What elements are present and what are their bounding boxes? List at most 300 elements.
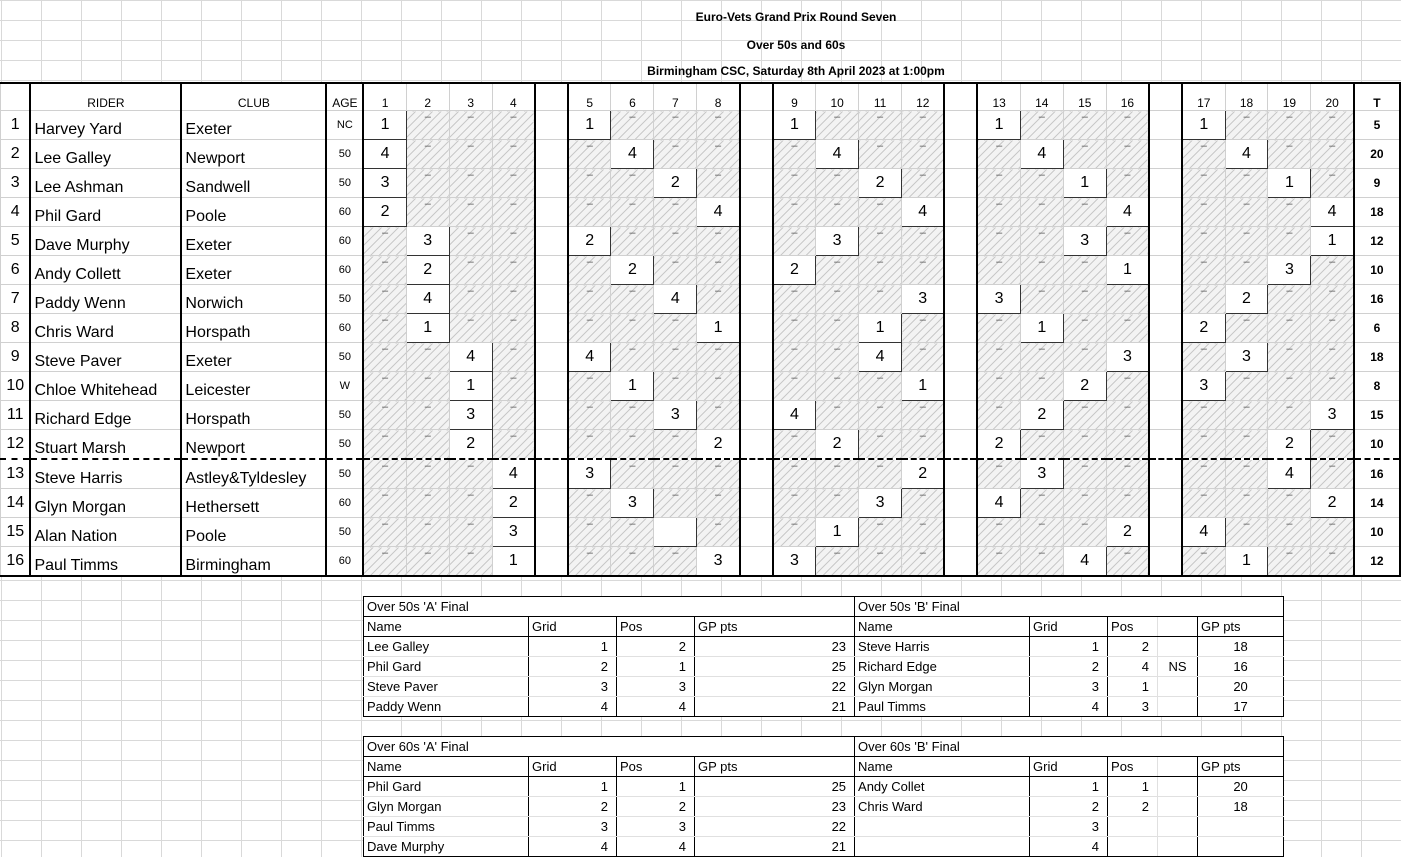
heat-empty: –: [363, 372, 406, 401]
heat-empty: –: [1225, 430, 1268, 460]
group-gap: [740, 459, 773, 489]
heat-empty: –: [1020, 489, 1063, 518]
group-gap: [740, 314, 773, 343]
rider-name: Stuart Marsh: [30, 430, 181, 460]
heat-result: 3: [449, 401, 492, 430]
rider-number: 5: [1, 227, 31, 256]
group-gap: [535, 518, 568, 547]
group-gap: [1149, 140, 1182, 169]
final-pos: 4: [617, 697, 695, 717]
group-gap: [944, 256, 977, 285]
heat-empty: –: [654, 198, 697, 227]
final-pts: 25: [695, 657, 855, 677]
heat-empty: –: [1106, 285, 1149, 314]
heat-result: 3: [1182, 372, 1225, 401]
heat-empty: –: [406, 489, 449, 518]
heat-result: 1: [902, 372, 945, 401]
final-grid: 1: [1030, 777, 1108, 797]
final-grid: 4: [1030, 697, 1108, 717]
group-gap: [944, 198, 977, 227]
heat-result: 1: [568, 111, 611, 140]
final-pts: [1198, 817, 1284, 837]
heat-result: 1: [977, 111, 1020, 140]
heat-empty: –: [1268, 518, 1311, 547]
final-note: NS: [1158, 657, 1198, 677]
sheet-title: Euro-Vets Grand Prix Round Seven: [695, 10, 897, 24]
final-pts: 22: [695, 677, 855, 697]
rider-name: Paddy Wenn: [30, 285, 181, 314]
rider-name: Lee Galley: [30, 140, 181, 169]
heat-result: 4: [1311, 198, 1354, 227]
group-gap: [535, 111, 568, 140]
heat-empty: –: [773, 343, 816, 372]
heat-result: 3: [902, 285, 945, 314]
group-gap: [535, 459, 568, 489]
final-grid: 3: [529, 817, 617, 837]
final-header-row: [364, 617, 1284, 637]
heat-result: 1: [1020, 314, 1063, 343]
heat-result: 4: [449, 343, 492, 372]
rider-club: Poole: [181, 518, 326, 547]
heat-empty: –: [902, 430, 945, 460]
heat-result: 4: [363, 140, 406, 169]
group-gap: [1149, 83, 1182, 111]
rider-name: Alan Nation: [30, 518, 181, 547]
group-gap: [740, 198, 773, 227]
heat-result: 3: [492, 518, 535, 547]
final-name: Steve Harris: [855, 637, 1030, 657]
heat-empty: –: [1268, 401, 1311, 430]
rider-age: 60: [326, 314, 363, 343]
heat-empty: –: [977, 256, 1020, 285]
heat-result: 1: [1063, 169, 1106, 198]
heat-empty: –: [902, 343, 945, 372]
rider-name: Chloe Whitehead: [30, 372, 181, 401]
heat-result: 1: [859, 314, 902, 343]
group-gap: [944, 518, 977, 547]
heat-empty: –: [363, 518, 406, 547]
group-gap: [535, 489, 568, 518]
heat-empty: –: [816, 256, 859, 285]
heat-empty: –: [859, 430, 902, 460]
heat-empty: –: [859, 111, 902, 140]
rider-age: 50: [326, 169, 363, 198]
heat-empty: –: [1225, 489, 1268, 518]
final-pos: 4: [617, 837, 695, 857]
heat-header-2: 2: [406, 83, 449, 111]
rider-number: 6: [1, 256, 31, 285]
final-pos: 1: [1108, 677, 1158, 697]
final-note: [1158, 777, 1198, 797]
rider-age: 50: [326, 518, 363, 547]
final-pts: 22: [695, 817, 855, 837]
rider-total: 10: [1354, 518, 1400, 547]
heat-empty: –: [611, 401, 654, 430]
group-gap: [944, 169, 977, 198]
heat-empty: –: [492, 343, 535, 372]
heat-empty: –: [697, 518, 740, 547]
heat-empty: –: [1311, 169, 1354, 198]
final-name: Lee Galley: [364, 637, 529, 657]
heat-empty: –: [1225, 314, 1268, 343]
heat-header-10: 10: [816, 83, 859, 111]
heat-result: 2: [977, 430, 1020, 460]
heat-empty: –: [977, 459, 1020, 489]
rider-number: 3: [1, 169, 31, 198]
heat-empty: –: [697, 372, 740, 401]
rider-total: 16: [1354, 285, 1400, 314]
heat-empty: –: [773, 227, 816, 256]
rider-club: Poole: [181, 198, 326, 227]
heat-result: 4: [1268, 459, 1311, 489]
header-row: [1, 83, 1401, 111]
final-name: Phil Gard: [364, 777, 529, 797]
final-pts: 16: [1198, 657, 1284, 677]
heat-empty: –: [977, 314, 1020, 343]
heat-result: 2: [902, 459, 945, 489]
final-title: Over 60s 'A' Final: [364, 737, 855, 757]
heat-grid-table: [0, 82, 1401, 577]
heat-empty: –: [1182, 198, 1225, 227]
rider-age: 50: [326, 430, 363, 460]
heat-empty: –: [1225, 256, 1268, 285]
heat-result: 2: [859, 169, 902, 198]
rider-row: [1, 459, 1401, 489]
group-gap: [944, 343, 977, 372]
heat-empty: –: [1063, 198, 1106, 227]
final-row: [364, 677, 1284, 697]
heat-header-16: 16: [1106, 83, 1149, 111]
heat-header-1: 1: [363, 83, 406, 111]
rider-row: [1, 489, 1401, 518]
heat-empty: –: [977, 343, 1020, 372]
heat-empty: –: [1225, 459, 1268, 489]
rider-row: [1, 547, 1401, 577]
final-grid: 2: [1030, 657, 1108, 677]
heat-result: 2: [1182, 314, 1225, 343]
heat-empty: –: [449, 285, 492, 314]
group-gap: [944, 372, 977, 401]
heat-empty: –: [1182, 401, 1225, 430]
heat-empty: –: [773, 459, 816, 489]
rider-number: 1: [1, 111, 31, 140]
final-pos: 2: [1108, 637, 1158, 657]
final-note: [1158, 837, 1198, 857]
heat-empty: –: [1182, 459, 1225, 489]
group-gap: [944, 401, 977, 430]
heat-empty: –: [611, 285, 654, 314]
heat-empty: –: [568, 430, 611, 460]
rider-name: Harvey Yard: [30, 111, 181, 140]
final-pos: [1108, 817, 1158, 837]
heat-empty: –: [1063, 285, 1106, 314]
rider-club: Birmingham: [181, 547, 326, 577]
heat-empty: –: [1063, 489, 1106, 518]
heat-result: 3: [697, 547, 740, 577]
heat-empty: –: [773, 518, 816, 547]
heat-empty: –: [1020, 111, 1063, 140]
group-gap: [740, 518, 773, 547]
final-pts: 23: [695, 797, 855, 817]
heat-result: 3: [773, 547, 816, 577]
heat-empty: –: [1106, 314, 1149, 343]
heat-empty: –: [977, 372, 1020, 401]
heat-empty: –: [1182, 140, 1225, 169]
heat-empty: –: [1268, 314, 1311, 343]
rider-total: 15: [1354, 401, 1400, 430]
final-note: [1158, 677, 1198, 697]
heat-empty: –: [697, 256, 740, 285]
final-grid: 2: [529, 657, 617, 677]
heat-empty: –: [902, 256, 945, 285]
final-row: [364, 797, 1284, 817]
heat-result: 1: [492, 547, 535, 577]
heat-empty: –: [859, 227, 902, 256]
heat-result: 1: [1106, 256, 1149, 285]
heat-empty: –: [1020, 256, 1063, 285]
group-gap: [535, 430, 568, 460]
heat-empty: –: [406, 401, 449, 430]
final-note: [1158, 817, 1198, 837]
group-gap: [1149, 343, 1182, 372]
heat-empty: –: [697, 140, 740, 169]
group-gap: [740, 285, 773, 314]
heat-empty: –: [449, 111, 492, 140]
heat-header-17: 17: [1182, 83, 1225, 111]
heat-empty: –: [1311, 314, 1354, 343]
heat-empty: –: [363, 227, 406, 256]
final-name: Glyn Morgan: [364, 797, 529, 817]
group-gap: [740, 401, 773, 430]
heat-empty: –: [902, 111, 945, 140]
heat-header-19: 19: [1268, 83, 1311, 111]
heat-empty: –: [902, 227, 945, 256]
heat-empty: –: [492, 285, 535, 314]
rider-row: [1, 285, 1401, 314]
total-header: T: [1354, 83, 1400, 111]
pts-header: GP pts: [1198, 617, 1284, 637]
heat-empty: –: [568, 169, 611, 198]
heat-empty: –: [1182, 430, 1225, 460]
heat-empty: –: [1225, 401, 1268, 430]
rider-club: Exeter: [181, 227, 326, 256]
heat-empty: –: [902, 489, 945, 518]
heat-empty: –: [697, 285, 740, 314]
rider-club: Leicester: [181, 372, 326, 401]
pos-header: Pos: [1108, 617, 1158, 637]
heat-empty: –: [568, 314, 611, 343]
heat-empty: –: [977, 227, 1020, 256]
heat-result: 4: [568, 343, 611, 372]
heat-empty: –: [568, 140, 611, 169]
heat-empty: –: [1268, 227, 1311, 256]
heat-empty: –: [1225, 169, 1268, 198]
heat-result: 2: [697, 430, 740, 460]
final-pts: 23: [695, 637, 855, 657]
heat-empty: –: [568, 372, 611, 401]
heat-empty: –: [1106, 459, 1149, 489]
final-pos: 3: [1108, 697, 1158, 717]
final-pts: [1198, 837, 1284, 857]
final-name: Richard Edge: [855, 657, 1030, 677]
heat-empty: –: [773, 140, 816, 169]
heat-empty: –: [697, 111, 740, 140]
heat-empty: –: [654, 459, 697, 489]
group-gap: [1149, 227, 1182, 256]
heat-empty: –: [406, 140, 449, 169]
heat-empty: –: [406, 372, 449, 401]
heat-result: 4: [654, 285, 697, 314]
heat-empty: –: [1225, 518, 1268, 547]
heat-empty: –: [697, 489, 740, 518]
heat-empty: –: [363, 430, 406, 460]
rider-age: 60: [326, 198, 363, 227]
club-header: CLUB: [181, 83, 326, 111]
pts-header: GP pts: [1198, 757, 1284, 777]
group-gap: [1149, 198, 1182, 227]
heat-result: 2: [568, 227, 611, 256]
group-gap: [944, 459, 977, 489]
heat-result: 2: [363, 198, 406, 227]
heat-empty: –: [654, 256, 697, 285]
heat-empty: –: [492, 198, 535, 227]
rider-age: 50: [326, 343, 363, 372]
pos-header: Pos: [1108, 757, 1158, 777]
rider-club: Exeter: [181, 343, 326, 372]
final-grid: 4: [529, 697, 617, 717]
heat-result: 3: [1268, 256, 1311, 285]
rider-total: 18: [1354, 198, 1400, 227]
heat-empty: –: [654, 111, 697, 140]
rider-club: Astley&Tyldesley: [181, 459, 326, 489]
group-gap: [944, 83, 977, 111]
final-name: Glyn Morgan: [855, 677, 1030, 697]
heat-result: 3: [406, 227, 449, 256]
final-note: [1158, 637, 1198, 657]
heat-empty: –: [1311, 285, 1354, 314]
final-pts: 20: [1198, 777, 1284, 797]
heat-header-20: 20: [1311, 83, 1354, 111]
heat-empty: –: [406, 111, 449, 140]
group-gap: [535, 314, 568, 343]
heat-result: 4: [1106, 198, 1149, 227]
heat-result: 1: [773, 111, 816, 140]
heat-empty: –: [1311, 547, 1354, 577]
final-name: [855, 817, 1030, 837]
heat-empty: –: [1020, 372, 1063, 401]
rider-header: RIDER: [30, 83, 181, 111]
heat-empty: –: [1182, 227, 1225, 256]
heat-empty: –: [654, 489, 697, 518]
heat-empty: –: [363, 256, 406, 285]
rider-number: 10: [1, 372, 31, 401]
group-gap: [535, 372, 568, 401]
rider-name: Steve Paver: [30, 343, 181, 372]
rider-number: 15: [1, 518, 31, 547]
grid-header: Grid: [529, 757, 617, 777]
heat-empty: –: [449, 140, 492, 169]
rider-age: 60: [326, 227, 363, 256]
heat-result: 2: [773, 256, 816, 285]
heat-empty: –: [1182, 169, 1225, 198]
note-header: [1158, 757, 1198, 777]
final-grid: 3: [529, 677, 617, 697]
heat-empty: –: [568, 256, 611, 285]
final-note: [1158, 697, 1198, 717]
heat-header-5: 5: [568, 83, 611, 111]
group-gap: [740, 343, 773, 372]
grid-header: Grid: [1030, 617, 1108, 637]
heat-empty: –: [977, 169, 1020, 198]
heat-empty: –: [816, 314, 859, 343]
rider-row: [1, 256, 1401, 285]
rider-total: 12: [1354, 547, 1400, 577]
rider-age: NC: [326, 111, 363, 140]
heat-empty: –: [654, 430, 697, 460]
heat-empty: –: [902, 314, 945, 343]
heat-empty: –: [816, 285, 859, 314]
heat-result: 2: [1063, 372, 1106, 401]
heat-result: 2: [1268, 430, 1311, 460]
heat-result: 1: [1311, 227, 1354, 256]
rider-total: 14: [1354, 489, 1400, 518]
rider-name: Steve Harris: [30, 459, 181, 489]
rider-club: Newport: [181, 430, 326, 460]
heat-result: 3: [654, 401, 697, 430]
group-gap: [740, 111, 773, 140]
final-pts: 21: [695, 837, 855, 857]
heat-empty: –: [1311, 518, 1354, 547]
heat-result: 1: [1225, 547, 1268, 577]
heat-empty: –: [611, 459, 654, 489]
final-name: [855, 837, 1030, 857]
heat-empty: –: [449, 314, 492, 343]
heat-empty: –: [363, 401, 406, 430]
rider-row: [1, 140, 1401, 169]
heat-result: 4: [977, 489, 1020, 518]
heat-header-8: 8: [697, 83, 740, 111]
heat-result: 1: [611, 372, 654, 401]
heat-empty: –: [1311, 343, 1354, 372]
heat-empty: –: [697, 227, 740, 256]
heat-empty: –: [1311, 140, 1354, 169]
pos-header: Pos: [617, 617, 695, 637]
heat-empty: –: [773, 489, 816, 518]
group-gap: [1149, 459, 1182, 489]
heat-empty: –: [492, 169, 535, 198]
final-row: [364, 837, 1284, 857]
heat-empty: –: [1020, 198, 1063, 227]
group-gap: [740, 489, 773, 518]
heat-empty: –: [977, 140, 1020, 169]
over-60s-finals-table: [363, 736, 1284, 857]
final-pos: 2: [617, 797, 695, 817]
rider-number: 7: [1, 285, 31, 314]
heat-empty: –: [1268, 285, 1311, 314]
final-grid: 3: [1030, 677, 1108, 697]
over-50s-finals-table: [363, 596, 1284, 717]
group-gap: [535, 198, 568, 227]
heat-header-12: 12: [902, 83, 945, 111]
heat-result: 2: [1311, 489, 1354, 518]
heat-result: 2: [449, 430, 492, 460]
heat-empty: –: [1106, 140, 1149, 169]
heat-empty: –: [611, 430, 654, 460]
heat-empty: –: [406, 343, 449, 372]
heat-header-11: 11: [859, 83, 902, 111]
heat-empty: –: [1063, 430, 1106, 460]
heat-empty: –: [654, 343, 697, 372]
